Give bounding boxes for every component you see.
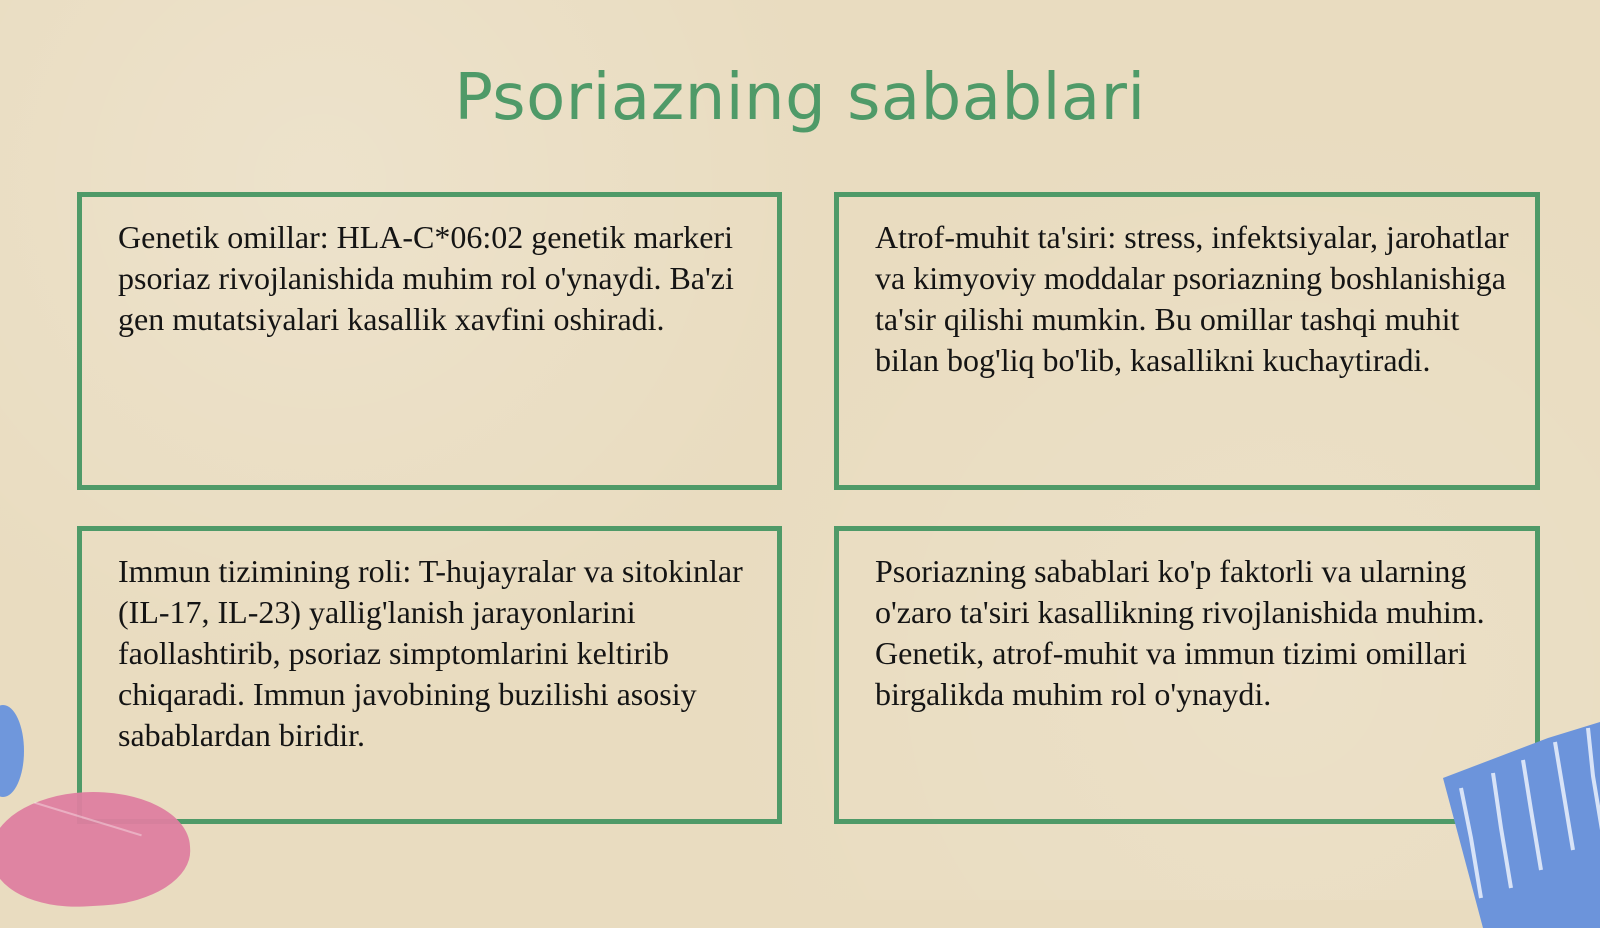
summary-card [834,526,1540,824]
genetic-factors-text: Genetik omillar: HLA-C*06:02 genetik markeri psoriaz rivojlanishida muhim rol o'ynaydi. Ba'zi gen mutatsiyalari kasallik xavfini oshiradi. [118,219,734,337]
immune-role-card [77,526,782,824]
immune-role-text: Immun tizimining roli: T-hujayralar va sitokinlar (IL-17, IL-23) yallig'lanish jarayonlarini faollashtirib, psoriaz simptomlarini keltirib chiqaradi. Immun javobining buzilishi asosiy sabablardan biridir. [118,553,743,753]
pill-icon [0,705,24,797]
summary-text: Psoriazning sabablari ko'p faktorli va ularning o'zaro ta'siri kasallikning rivojlanishida muhim. Genetik, atrof-muhit va immun tizimi omillari birgalikda muhim rol o'ynaydi. [875,553,1485,712]
environment-factors-text: Atrof-muhit ta'siri: stress, infektsiyalar, jarohatlar va kimyoviy moddalar psoriazning boshlanishiga ta'sir qilishi mumkin. Bu omillar tashqi muhit bilan bog'liq bo'lib, kasallikni kuchaytiradi. [875,219,1509,378]
slide-title: Psoriazning sabablari [454,61,1146,135]
environment-factors-card [834,192,1540,490]
genetic-factors-card [77,192,782,490]
